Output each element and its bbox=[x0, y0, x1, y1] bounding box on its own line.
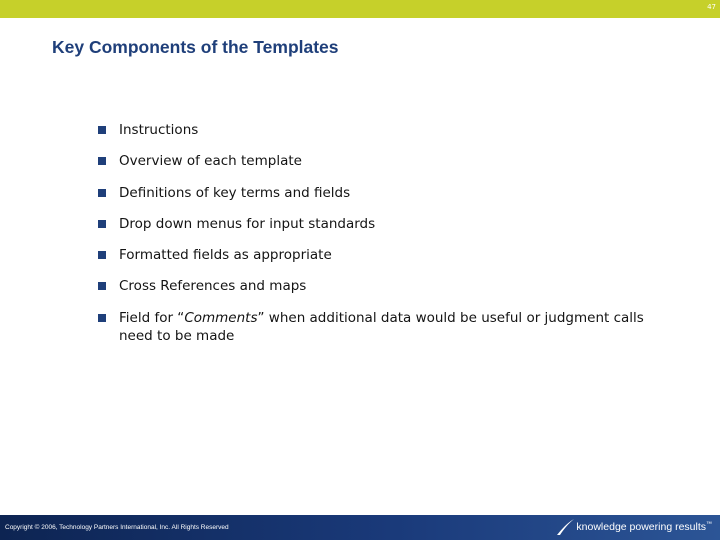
bullet-item bbox=[98, 215, 658, 234]
bullet-text-suffix: ” when additional data would be useful or judgment calls need to be made bbox=[119, 309, 644, 345]
bullet-text: Drop down menus for input standards bbox=[119, 215, 376, 232]
bullet-item bbox=[98, 121, 658, 140]
bullet-item bbox=[98, 277, 658, 296]
tagline: knowledge powering results™ bbox=[576, 521, 712, 533]
swoosh-logo-icon bbox=[555, 517, 575, 537]
square-bullet-icon bbox=[98, 220, 106, 228]
company-logo bbox=[555, 517, 712, 537]
page-number: 47 bbox=[707, 3, 716, 11]
bullet-item bbox=[98, 309, 658, 346]
square-bullet-icon bbox=[98, 314, 106, 322]
bullet-text: Cross References and maps bbox=[119, 278, 307, 295]
bullet-text-emphasis: Comments bbox=[184, 309, 258, 326]
square-bullet-icon bbox=[98, 157, 106, 165]
bullet-text: Overview of each template bbox=[119, 153, 302, 170]
square-bullet-icon bbox=[98, 282, 106, 290]
copyright-notice: Copyright © 2006, Technology Partners International, Inc. All Rights Reserved bbox=[5, 524, 229, 531]
bullet-item bbox=[98, 152, 658, 171]
square-bullet-icon bbox=[98, 251, 106, 259]
bullet-item bbox=[98, 184, 658, 203]
square-bullet-icon bbox=[98, 189, 106, 197]
square-bullet-icon bbox=[98, 126, 106, 134]
top-band bbox=[0, 0, 720, 18]
bullet-text: Formatted fields as appropriate bbox=[119, 247, 332, 264]
trademark-mark: ™ bbox=[706, 521, 712, 528]
bullet-item bbox=[98, 246, 658, 265]
bullet-text-prefix: Field for “ bbox=[119, 309, 185, 326]
bullet-text: Definitions of key terms and fields bbox=[119, 184, 351, 201]
bullet-text: Instructions bbox=[119, 122, 199, 138]
slide-title: Key Components of the Templates bbox=[52, 37, 339, 57]
footer-band bbox=[0, 515, 720, 540]
bullet-list bbox=[98, 121, 658, 359]
